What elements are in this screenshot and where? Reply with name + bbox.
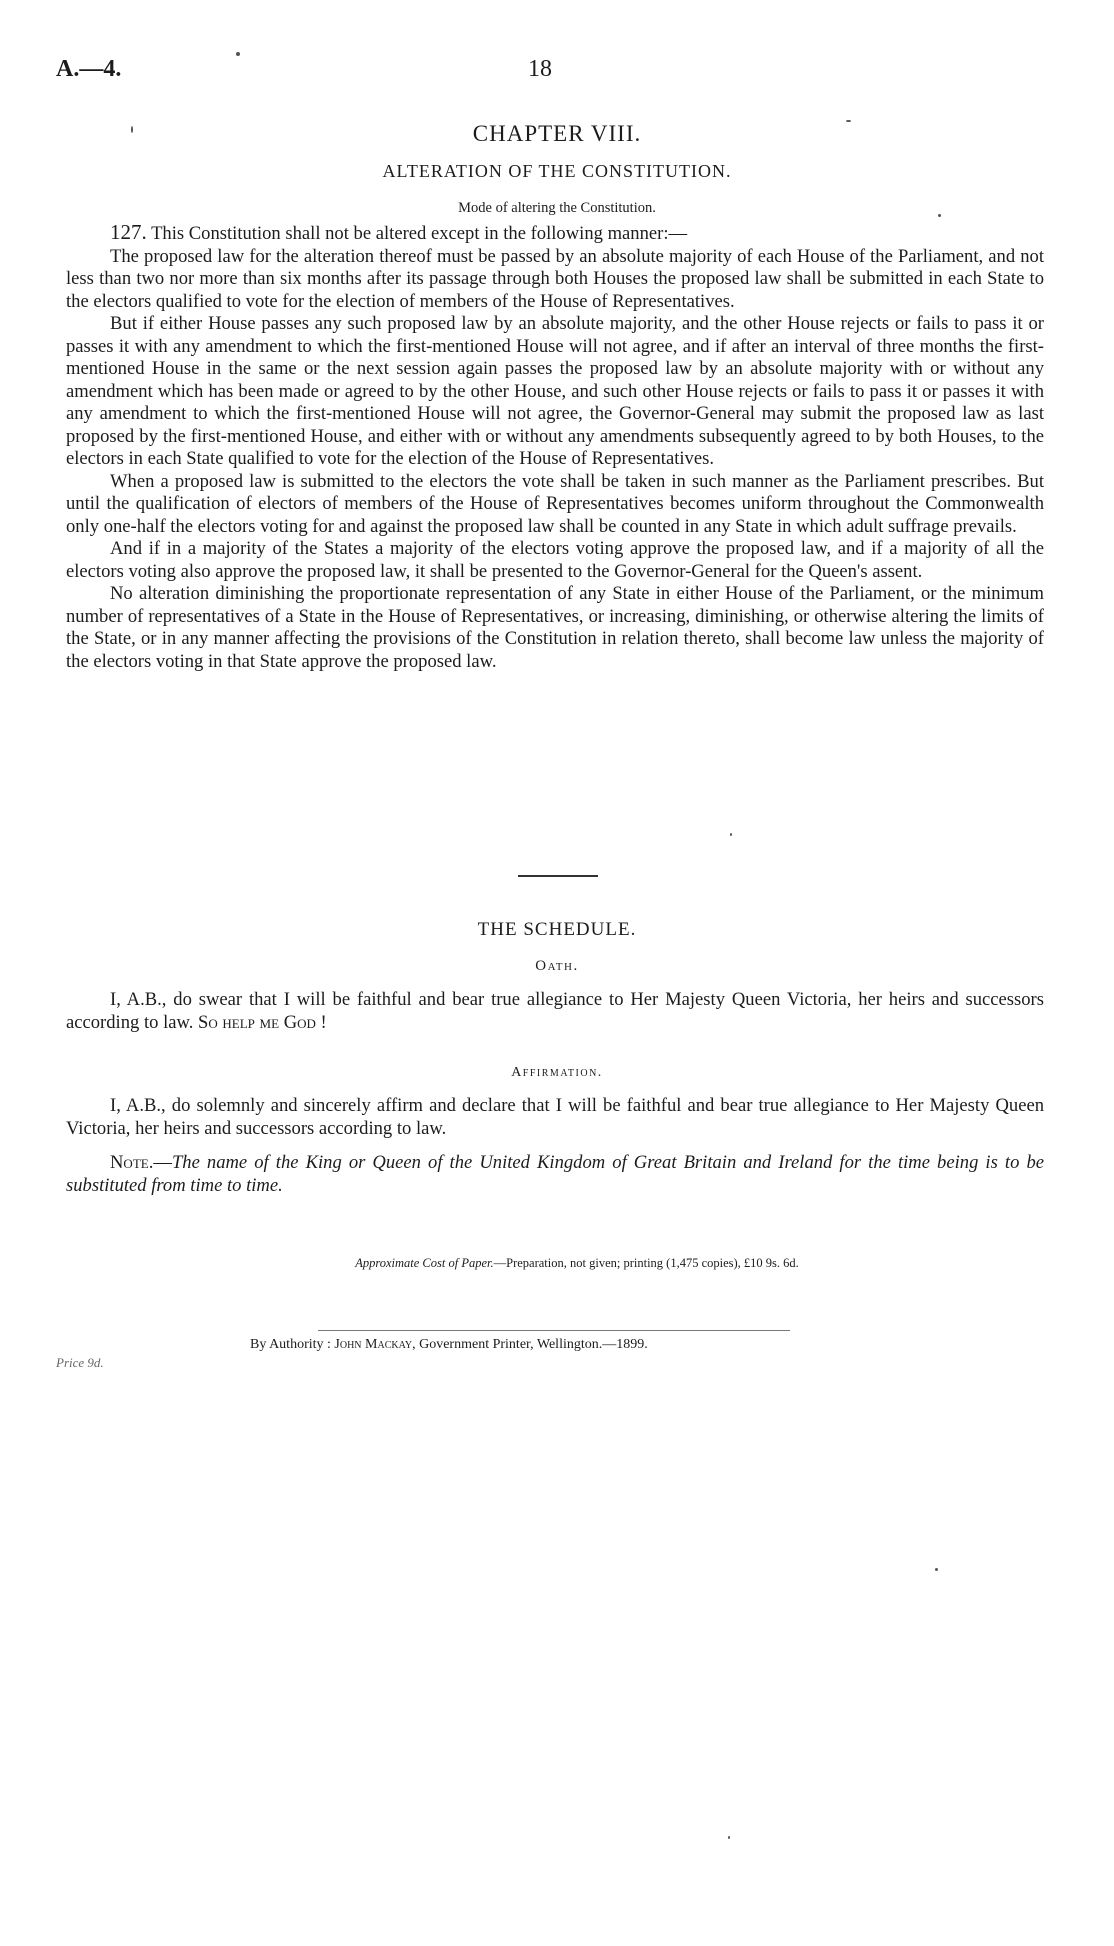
oath-text: I, A.B., do swear that I will be faithful and bear true allegiance to Her Majesty Queen Victoria, her heirs and successors according to law. [66, 989, 1044, 1033]
section-intro-paragraph [66, 221, 1044, 246]
printer-imprint [250, 1337, 870, 1353]
section-divider [518, 875, 598, 877]
print-speck [938, 214, 941, 217]
oath-heading: Oath. [535, 958, 579, 974]
paragraph-text: This Constitution shall not be altered except in the following manner:— [151, 223, 688, 244]
section-marginal-heading: Mode of altering the Constitution. [458, 200, 656, 216]
oath-text-block [66, 988, 1044, 1034]
imprint-suffix: Government Printer, Wellington.—1899. [419, 1337, 648, 1352]
cost-text: —Preparation, not given; printing (1,475 copies), £10 9s. 6d. [493, 1256, 799, 1270]
oath-closing: So help me God ! [198, 1012, 327, 1033]
cost-of-paper-line [0, 1256, 1114, 1271]
document-code: A.—4. [56, 56, 122, 82]
note-label: Note.— [110, 1152, 172, 1173]
section-number: 127. [110, 220, 147, 244]
footer-rule [318, 1330, 790, 1331]
print-speck [935, 1568, 938, 1571]
print-speck [730, 833, 732, 836]
paragraph: And if in a majority of the States a majority of the electors voting approve the proposed law, and if a majority of all the electors voting also approve the proposed law, it shall be presented to the Governor-General for the Queen's assent. [66, 538, 1044, 582]
paragraph: No alteration diminishing the proportionate representation of any State in either House of the Parliament, or the minimum number of representatives of a State in the House of Representatives, or increasing, diminishing, or otherwise altering the limits of the State, or in any manner affecting the provisions of the Constitution in relation thereto, shall become law unless the majority of the electors voting in that State approve the proposed law. [66, 583, 1044, 672]
imprint-printer: John Mackay, [334, 1337, 416, 1352]
paragraph: But if either House passes any such proposed law by an absolute majority, and the other House rejects or fails to pass it or passes it with any amendment to which the first-mentioned House will not agree, and if after an interval of three months the first-mentioned House in the same or the next session again passes the proposed law by an absolute majority with or without any amendment which has been made or agreed to by the other House, and such other House rejects or fails to pass it or passes it with any amendment to which the first-mentioned House will not agree, the Governor-General may submit the proposed law as last proposed by the first-mentioned House, and either with or without any amendments subsequently agreed to by both Houses, to the electors in each State qualified to vote for the election of the House of Representatives. [66, 313, 1044, 469]
print-speck [846, 120, 851, 122]
affirmation-heading: Affirmation. [511, 1065, 603, 1080]
paragraph: The proposed law for the alteration thereof must be passed by an absolute majority of each House of the Parliament, and not less than two nor more than six months after its passage through both Houses the proposed law shall be submitted in each State to the electors qualified to vote for the election of members of the House of Representatives. [66, 245, 1044, 312]
schedule-title: THE SCHEDULE. [477, 919, 637, 940]
price-note: Price 9d. [56, 1355, 104, 1370]
chapter-subtitle: ALTERATION OF THE CONSTITUTION. [382, 161, 732, 181]
print-speck [236, 52, 240, 56]
print-speck [131, 126, 133, 133]
chapter-title: CHAPTER VIII. [472, 121, 642, 146]
section-body [66, 221, 1044, 673]
note-block [66, 1151, 1044, 1197]
imprint-prefix: By Authority : [250, 1337, 331, 1352]
affirmation-text-block [66, 1094, 1044, 1140]
page-number: 18 [528, 56, 552, 82]
print-speck [728, 1836, 730, 1839]
note-text: The name of the King or Queen of the United Kingdom of Great Britain and Ireland for the time being is to be substituted from time to time. [66, 1152, 1044, 1196]
paragraph: When a proposed law is submitted to the electors the vote shall be taken in such manner as the Parliament prescribes. But until the qualification of electors of members of the House of Representatives becomes uniform throughout the Commonwealth only one-half the electors voting for and against the proposed law shall be counted in any State in which adult suffrage prevails. [66, 470, 1044, 537]
affirmation-text: I, A.B., do solemnly and sincerely affirm and declare that I will be faithful and bear true allegiance to Her Majesty Queen Victoria, her heirs and successors according to law. [66, 1095, 1044, 1139]
cost-label: Approximate Cost of Paper. [355, 1256, 494, 1270]
